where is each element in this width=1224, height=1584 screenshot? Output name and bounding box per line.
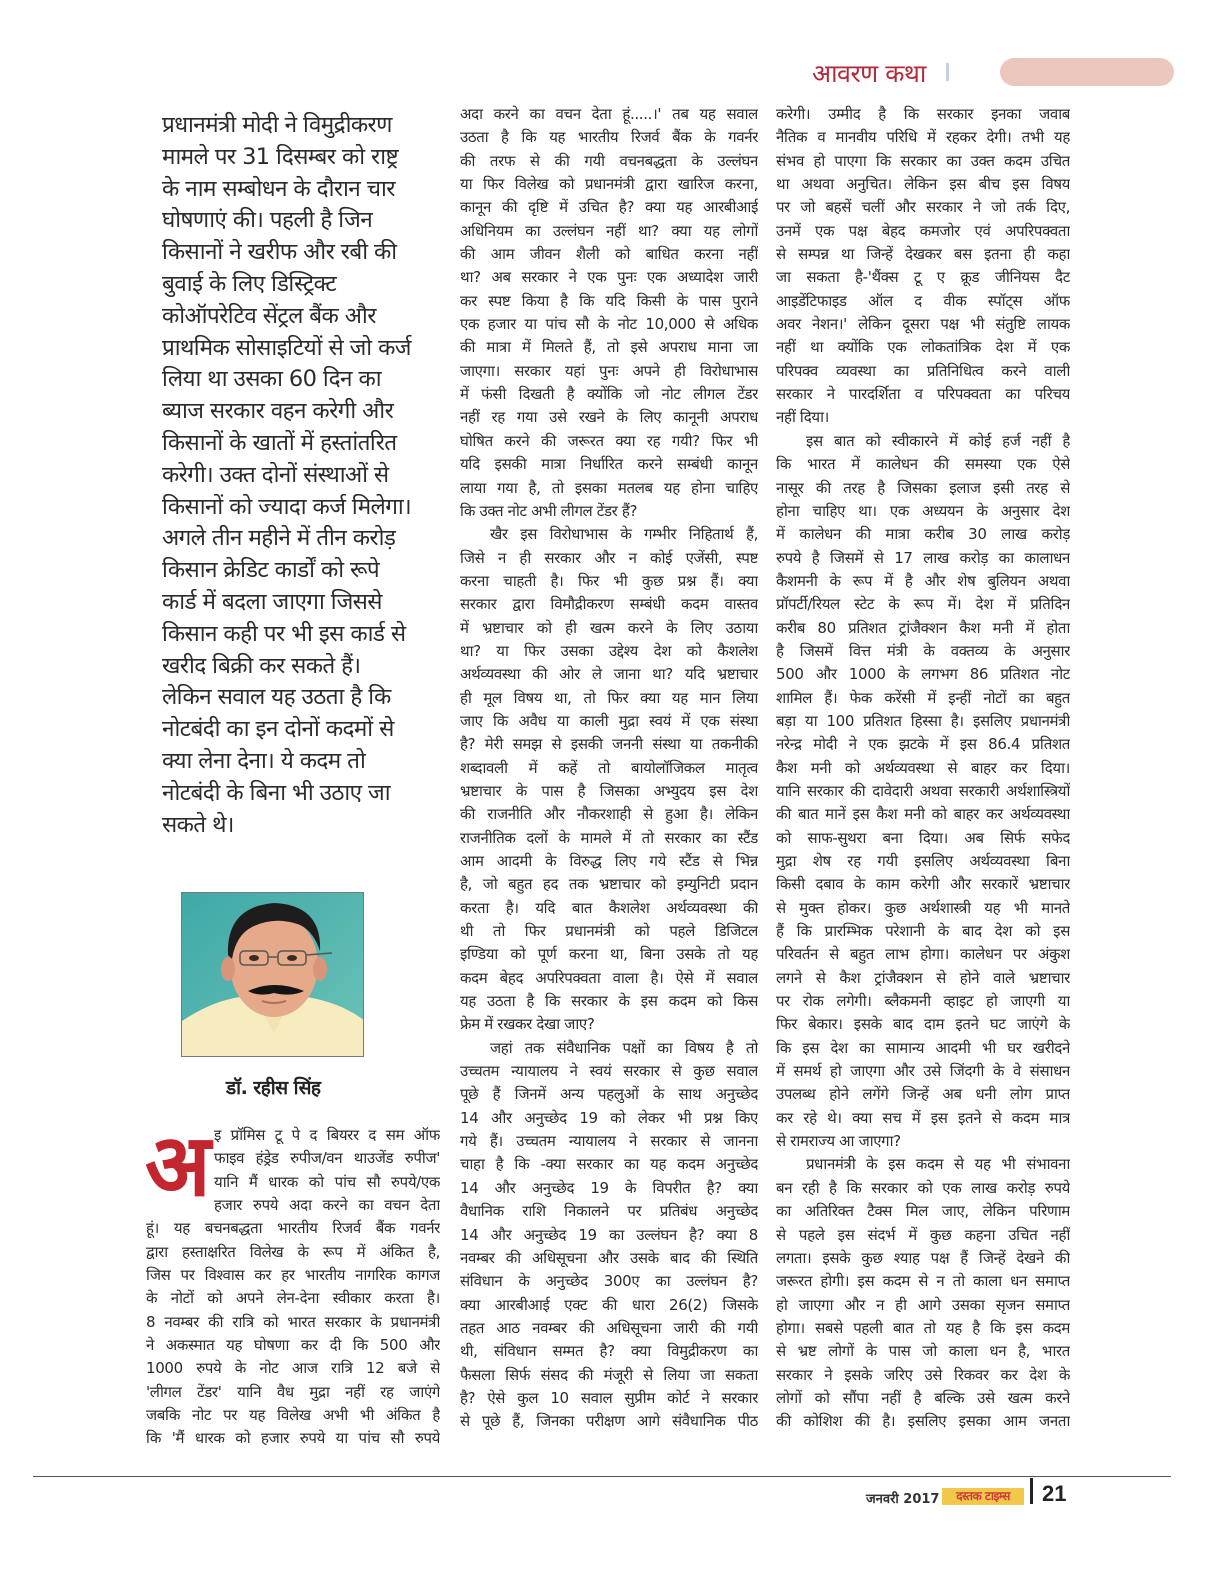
pull-quote-line: किसान कही पर भी इस कार्ड से — [162, 620, 406, 647]
article-line: की कोशिश की है। इसलिए इसका आम जनता — [776, 1412, 1070, 1431]
article-line: होना चाहिए था। एक अध्ययन के अनुसार देश — [776, 501, 1070, 520]
article-line: होगा। सबसे पहली बात तो यह है कि इस कदम — [776, 1318, 1070, 1337]
article-line: पूछे हैं जिनमें अन्य पहलुओं के साथ अनुच्छेद — [460, 1085, 758, 1104]
article-line: ही मूल विषय था, तो फिर क्या यह मान लिया — [460, 688, 758, 707]
article-line: था? या फिर उसका उद्देश्य देश को कैशलेश — [460, 641, 758, 660]
article-line: है जिसमें वित्त मंत्री के वक्तव्य के अनुसार — [776, 641, 1070, 660]
article-line: किसी दबाव के काम करेगी और सरकारें भ्रष्टाचार — [776, 875, 1070, 894]
drop-cap: अ — [145, 1116, 207, 1216]
article-line: यानि सरकार की दावेदारी अथवा सरकारी अर्थशास्त्रियों — [776, 781, 1070, 800]
page-number: 21 — [1042, 1481, 1067, 1506]
article-line: उपलब्ध होने लगेंगे जिन्हें अब धनी लोग प्राप्त — [776, 1085, 1070, 1104]
article-line: यह उठता है कि सरकार के इस कदम को किस — [460, 992, 758, 1011]
pull-quote-line: किसानों को ज्यादा कर्ज मिलेगा। — [162, 493, 412, 520]
article-line: भ्रष्टाचार के पास है जिसका अभ्युदय इस देश — [460, 781, 758, 800]
article-line: राजनीतिक दलों के मामले में तो सरकार का स्टैंड — [460, 828, 758, 847]
article-line: यानि मैं धारक को पांच सौ रुपये/एक — [214, 1172, 440, 1191]
article-line: सरकार ने पारदर्शिता व परिपक्वता का परिचय — [776, 385, 1070, 404]
article-line: करता है। यदि बात कैशलेश अर्थव्यवस्था की — [460, 898, 758, 917]
article-line: लगने से कैश ट्रांजैक्शन से होने वाले भ्रष्टाचार — [776, 968, 1070, 987]
pull-quote-line: के नाम सम्बोधन के दौरान चार — [162, 175, 395, 202]
article-line: में भ्रष्टाचार को ही खत्म करने के लिए उठाया — [460, 618, 758, 637]
article-line: वैधानिक राशि निकालने पर प्रतिबंध अनुच्छेद — [460, 1202, 758, 1221]
pull-quote-line: अगले तीन महीने में तीन करोड़ — [162, 525, 396, 552]
portrait-illustration — [182, 893, 364, 1057]
pull-quote-line: ब्याज सरकार वहन करेगी और — [162, 398, 394, 425]
pull-quote-line: सकते थे। — [162, 811, 234, 838]
article-line: रुपये है जिसमें से 17 लाख करोड़ का कालाधन — [776, 548, 1070, 567]
pull-quote-line: खरीद बिक्री कर सकते हैं। — [162, 652, 361, 679]
article-line: अधिनियम का उल्लंघन नहीं था? क्या यह लोगों — [460, 221, 758, 240]
article-line: कर रहे थे। क्या सच में इस इतने से कदम मात्र — [776, 1108, 1070, 1127]
article-line: थी, संविधान सम्मत है? क्या विमुद्रीकरण का — [460, 1342, 758, 1361]
article-line: इस बात को स्वीकारने में कोई हर्ज नहीं है — [806, 431, 1070, 450]
article-line: जाएगा। सरकार यहां पुनः अपने ही विरोधाभास — [460, 361, 758, 380]
article-line: इ प्रॉमिस टू पे द बियरर द सम ऑफ — [214, 1126, 440, 1144]
pull-quote-line: बुवाई के लिए डिस्ट्रिक्ट — [162, 270, 337, 297]
article-line: 500 और 1000 के लगभग 86 प्रतिशत नोट — [776, 665, 1070, 684]
article-column-3 — [776, 103, 1070, 1434]
article-line: फैसला सिर्फ संसद की मंजूरी से लिया जा सकता — [460, 1365, 758, 1384]
article-line: इण्डिया को पूर्ण करना था, बिना उसके तो यह — [460, 945, 758, 964]
article-line: फ्रेम में रखकर देखा जाए? — [460, 1015, 595, 1034]
article-line: पर जो बहसें चलीं और सरकार ने जो तर्क दिए, — [776, 198, 1070, 217]
article-line: अर्थव्यवस्था की ओर ले जाना था? यदि भ्रष्टाचार — [460, 665, 758, 684]
article-line: परिवर्तन से बहुत लाभ होगा। कालेधन पर अंकुश — [776, 945, 1070, 964]
article-line: का अतिरिक्त टैक्स मिल जाए, लेकिन परिणाम — [776, 1202, 1070, 1221]
article-line: नासूर की तरह है जिसका इलाज इसी तरह से — [776, 478, 1070, 497]
article-line: खैर इस विरोधाभास के गम्भीर निहितार्थ हैं, — [490, 525, 758, 544]
article-line: के नोटों को अपने लेन-देना स्वीकार करता है। — [146, 1289, 440, 1308]
article-line: की बात मानें इस कैश मनी को बाहर कर अर्थव्यवस्था — [776, 805, 1070, 824]
pull-quote-line: नोटबंदी का इन दोनों कदमों से — [162, 716, 394, 743]
article-line: बन रही है कि सरकार को एक लाख करोड़ रुपये — [776, 1178, 1070, 1197]
pull-quote-line: नोटबंदी के बिना भी उठाए जा — [162, 779, 390, 806]
footer-divider — [1030, 1478, 1033, 1504]
section-label: आवरण कथा — [812, 59, 926, 88]
pull-quote — [162, 110, 432, 841]
article-line: जहां तक संवैधानिक पक्षों का विषय है तो — [490, 1038, 758, 1057]
article-line: 'लीगल टेंडर' यानि वैध मुद्रा नहीं रह जाएंगे — [146, 1382, 440, 1401]
article-line: परिपक्व व्यवस्था का प्रतिनिधित्व करने वाली — [776, 361, 1070, 380]
article-line: करेगी। उम्मीद है कि सरकार इनका जवाब — [776, 105, 1070, 123]
article-line: प्रधानमंत्री के इस कदम से यह भी संभावना — [806, 1155, 1070, 1174]
article-line: तहत आठ नवम्बर की अधिसूचना जारी की गयी — [460, 1318, 758, 1337]
article-line: कि इस देश का सामान्य आदमी भी घर खरीदने — [776, 1038, 1070, 1057]
article-line: की राजनीति और नौकरशाही से हुआ है। लेकिन — [460, 805, 758, 824]
pull-quote-line: किसानों ने खरीफ और रबी की — [162, 239, 397, 266]
article-line: कानून की दृष्टि में उचित है? क्या यह आरबीआई — [460, 198, 758, 217]
article-line: द्वारा हस्ताक्षरित विलेख के रूप में अंकित है, — [146, 1242, 440, 1261]
article-line: से पहले इस संदर्भ में कुछ कहना उचित नहीं — [776, 1225, 1070, 1244]
article-line: चाहा है कि -क्या सरकार का यह कदम अनुच्छेद — [460, 1155, 758, 1174]
article-line: नरेन्द्र मोदी ने एक झटके में इस 86.4 प्रतिशत — [776, 735, 1070, 754]
article-line: है? मेरी समझ से इसकी जननी संस्था या तकनीकी — [460, 735, 758, 754]
article-line: लोगों को सौंपा नहीं है बल्कि उसे खत्म करने — [776, 1388, 1070, 1407]
article-line: कदम बेहद अपरिपक्वता वाला है। ऐसे में सवाल — [460, 968, 758, 987]
header-decorative-pill — [1000, 58, 1174, 86]
article-line: 1000 रुपये के नोट आज रात्रि 12 बजे से — [146, 1359, 440, 1378]
pull-quote-line: मामले पर 31 दिसम्बर को राष्ट्र — [162, 143, 398, 170]
article-line: नैतिक व मानवीय परिधि में रहकर देगी। तभी यह — [776, 128, 1070, 147]
issue-date: जनवरी 2017 — [866, 1492, 940, 1507]
pull-quote-line: लेकिन सवाल यह उठता है कि — [162, 684, 391, 711]
article-line: की तरफ से की गयी वचनबद्धता के उल्लंघन — [460, 151, 758, 170]
article-line: से मुक्त होकर। कुछ अर्थशास्त्री यह भी मानते — [776, 898, 1070, 917]
article-line: उच्चतम न्यायालय ने स्वयं सरकार से कुछ सवाल — [460, 1062, 758, 1081]
pull-quote-line: घोषणाएं की। पहली है जिन — [162, 207, 373, 234]
article-line: जिस पर विश्वास कर हर भारतीय नागरिक कागज — [146, 1266, 440, 1285]
article-line: कि उक्त नोट अभी लीगल टेंडर हैं? — [460, 501, 638, 520]
article-line: मुद्रा शेष रह गयी इसलिए अर्थव्यवस्था बिना — [776, 852, 1070, 870]
author-photo — [181, 892, 364, 1057]
article-line: से सम्पन्न था जिन्हें देखकर बस इतना ही कहा — [776, 245, 1070, 264]
article-line: घोषित करने की जरूरत क्या रह गयी? फिर भी — [460, 431, 758, 450]
article-line: फिर बेकार। इसके बाद दाम इतने घट जाएंगे के — [776, 1015, 1070, 1034]
article-line: उनमें एक पक्ष बेहद कमजोर एवं अपरिपक्वता — [776, 221, 1070, 240]
article-line: जाए कि अवैध या काली मुद्रा स्वयं में एक संस्था — [460, 711, 758, 730]
article-line: कि भारत में कालेधन की समस्या एक ऐसे — [776, 455, 1070, 474]
pull-quote-line: प्रधानमंत्री मोदी ने विमुद्रीकरण — [162, 112, 392, 138]
article-line: में फंसी दिखती है क्योंकि जो नोट लीगल टेंडर — [460, 385, 758, 404]
article-line: 8 नवम्बर की रात्रि को भारत सरकार के प्रधानमंत्री — [146, 1312, 440, 1331]
article-line: क्या आरबीआई एक्ट की धारा 26(2) जिसके — [460, 1295, 758, 1314]
article-line: करीब 80 प्रतिशत ट्रांजैक्शन कैश मनी में होता — [776, 618, 1070, 637]
article-line: नवम्बर की अधिसूचना और उसके बाद की स्थिति — [460, 1248, 758, 1267]
pull-quote-line: क्या लेना देना। ये कदम तो — [162, 747, 366, 774]
article-line: से पूछे हैं, जिनका परीक्षण आगे संवैधानिक पीठ — [460, 1412, 758, 1431]
article-line: जिसे न ही सरकार और न कोई एजेंसी, स्पष्ट — [460, 548, 758, 567]
article-line: हूं। यह बचनबद्धता भारतीय रिजर्व बैंक गवर्नर — [146, 1219, 440, 1238]
article-line: सरकार ने इसके जरिए उसे रिकवर कर देश के — [776, 1365, 1070, 1384]
article-line: शामिल हैं। फेक करेंसी में इन्हीं नोटों का बहुत — [776, 688, 1070, 707]
article-line: यदि इसकी मात्रा निर्धारित करने सम्बंधी कानून — [460, 455, 758, 474]
header-divider — [946, 63, 949, 81]
article-line: शब्दावली में कहें तो बायोलॉजिकल मातृत्व — [460, 758, 758, 777]
article-line: बड़ा या 100 प्रतिशत हिस्सा है। इसलिए प्रधानमंत्री — [776, 711, 1070, 730]
article-line: जरूरत होगी। इस कदम से न तो काला धन समाप्त — [776, 1272, 1070, 1291]
article-line: नहीं रह गया उसे रखने के लिए कानूनी अपराध — [460, 408, 758, 427]
article-line: ने अकस्मात यह घोषणा कर दी कि 500 और — [146, 1336, 440, 1355]
article-line: से भ्रष्ट लोगों के पास जो काला धन है, भारत — [776, 1342, 1070, 1361]
article-line: कैश मनी को अर्थव्यवस्था से बाहर कर दिया। — [776, 758, 1070, 777]
pull-quote-line: किसान क्रेडिट कार्डों को रूपे — [162, 557, 380, 584]
article-line: आम आदमी के विरुद्ध लिए गये स्टैंड से भिन्न — [460, 852, 758, 870]
article-line: करना चाहती है। फिर भी कुछ प्रश्न हैं। क्या — [460, 571, 758, 590]
article-line: कि 'मैं धारक को हजार रुपये या पांच सौ रुपये — [146, 1429, 440, 1448]
article-line: है? ऐसे कुल 10 सवाल सुप्रीम कोर्ट ने सरकार — [460, 1388, 758, 1407]
article-line: अदा करने का वचन देता हूं.....।' तब यह सवाल — [460, 105, 758, 123]
article-column-1 — [146, 1124, 440, 1451]
pull-quote-line: लिया था उसका 60 दिन का — [162, 366, 381, 393]
pull-quote-line: कार्ड में बदला जाएगा जिससे — [162, 588, 382, 615]
article-line: प्रॉपर्टी/रियल स्टेट के रूप में। देश में प्रतिदिन — [776, 595, 1070, 614]
pull-quote-line: प्राथमिक सोसाइटियों से जो कर्ज — [162, 334, 411, 361]
article-line: कर स्पष्ट किया है कि यदि किसी के पास पुराने — [460, 291, 758, 310]
article-line: आइडेंटिफाइड ऑल द वीक स्पॉट्स ऑफ — [776, 291, 1070, 310]
article-line: की मात्रा में मिलते हैं, तो इसे अपराध माना जा — [460, 338, 758, 357]
article-line: फाइव हंड्रेड रुपीज/वन थाउजेंड रुपीज' — [214, 1149, 440, 1168]
article-line: 14 और अनुच्छेद 19 का उल्लंघन है? क्या 8 — [460, 1225, 758, 1244]
article-line: हजार रुपये अदा करने का वचन देता — [214, 1196, 440, 1215]
article-line: जबकि नोट पर यह विलेख अभी भी अंकित है — [146, 1406, 440, 1425]
pull-quote-line: किसानों के खातों में हस्तांतरित — [162, 429, 397, 456]
article-line: हैं कि प्रारम्भिक परेशानी के बाद देश को इस — [776, 922, 1070, 941]
article-line: में कालेधन की मात्रा करीब 30 लाख करोड़ — [776, 525, 1070, 544]
article-line: 14 और अनुच्छेद 19 को लेकर भी प्रश्न किए — [460, 1108, 758, 1127]
article-line: लाया गया है, तो इसका मतलब यह होना चाहिए — [460, 478, 758, 497]
pull-quote-line: कोऑपरेटिव सेंट्रल बैंक और — [162, 302, 376, 329]
article-line: जा सकता है-'थैंक्स टू ए क्रूड जीनियस दैट — [776, 268, 1070, 287]
article-line: है, जो बहुत हद तक भ्रष्टाचार को इम्युनिटी प्रदान — [460, 875, 758, 894]
article-line: उठता है कि यह भारतीय रिजर्व बैंक के गवर्नर — [460, 128, 758, 147]
article-line: की आम जीवन शैली को बाधित करना नहीं — [460, 245, 758, 264]
article-line: नहीं दिया। — [776, 408, 829, 427]
article-line: संविधान के अनुच्छेद 300ए का उल्लंघन है? — [460, 1272, 758, 1291]
article-line: से रामराज्य आ जाएगा? — [776, 1132, 901, 1151]
article-line: कैशमनी के रूप में है और शेष बुलियन अथवा — [776, 571, 1070, 590]
article-line: अवर नेशन।' लेकिन दूसरा पक्ष भी संतुष्टि लायक — [776, 315, 1070, 334]
article-line: था? अब सरकार ने एक पुनः एक अध्यादेश जारी — [460, 268, 758, 287]
article-line: संभव हो पाएगा कि सरकार का उक्त कदम उचित — [776, 151, 1070, 170]
article-line: को साफ-सुथरा बना दिया। अब सिर्फ सफेद — [776, 828, 1070, 847]
pull-quote-line: करेगी। उक्त दोनों संस्थाओं से — [162, 461, 389, 488]
article-line: में समर्थ हो जाएगा और उसे जिंदगी के वे संसाधन — [776, 1062, 1070, 1081]
article-line: एक हजार या पांच सौ के नोट 10,000 से अधिक — [460, 315, 758, 334]
article-line: नहीं था क्योंकि एक लोकतांत्रिक देश में एक — [776, 338, 1070, 357]
article-line: या फिर विलेख को प्रधानमंत्री द्वारा खारिज करना, — [460, 175, 758, 194]
footer-rule — [33, 1476, 1171, 1477]
article-line: पर रोक लगेगी। ब्लैकमनी व्हाइट हो जाएगी या — [776, 992, 1070, 1011]
magazine-logo: दस्तक टाइम्स — [942, 1488, 1024, 1505]
author-name: डॉ. रहीस सिंह — [226, 1077, 321, 1099]
article-line: लगता। इसके कुछ श्याह पक्ष हैं जिन्हें देखने की — [776, 1248, 1070, 1267]
article-line: 14 और अनुच्छेद 19 के विपरीत है? क्या — [460, 1178, 758, 1197]
article-line: गये हैं। उच्चतम न्यायालय ने सरकार से जानना — [460, 1132, 758, 1151]
article-line: हो जाएगा और न ही आगे उसका सृजन समाप्त — [776, 1295, 1070, 1314]
article-line: था अथवा अनुचित। लेकिन इस बीच इस विषय — [776, 175, 1070, 194]
article-column-2 — [460, 103, 758, 1434]
article-line: सरकार द्वारा विमौद्रीकरण सम्बंधी कदम वास्तव — [460, 595, 758, 614]
article-line: थी तो फिर प्रधानमंत्री को पहले डिजिटल — [460, 922, 758, 941]
